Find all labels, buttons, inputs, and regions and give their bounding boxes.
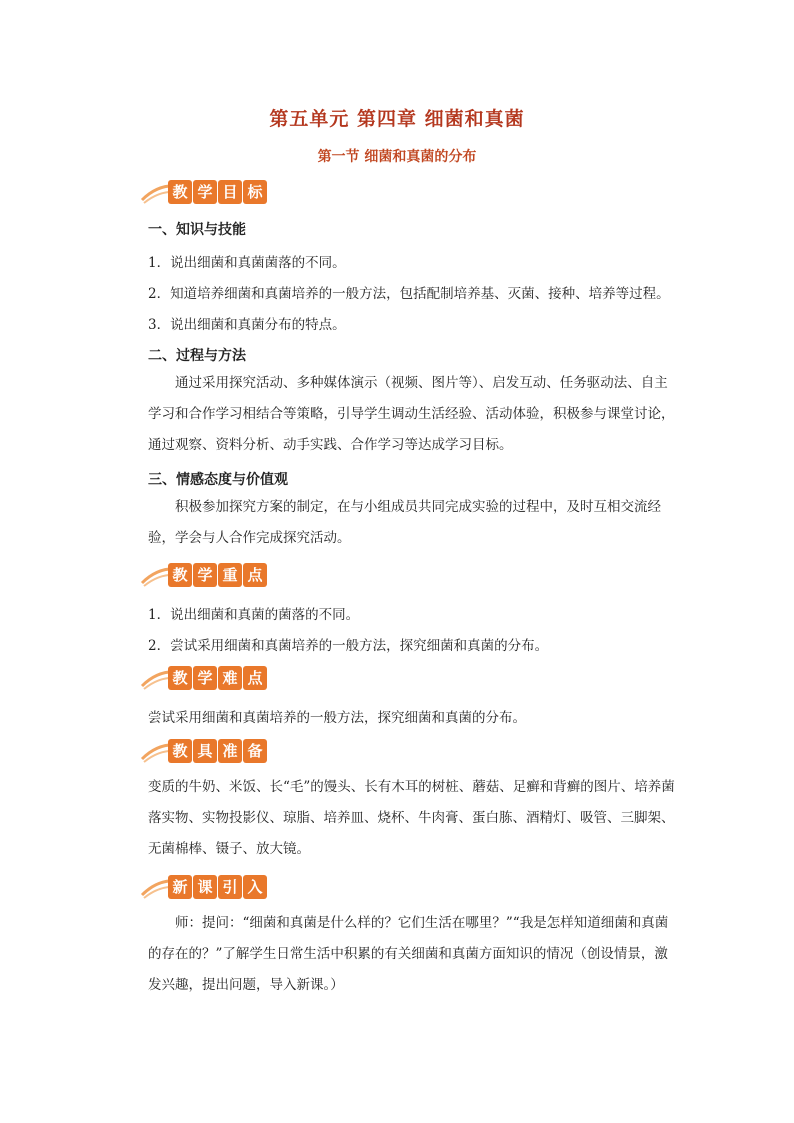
badge-char: 引 [218,875,242,899]
badge-char: 具 [193,739,217,763]
badge-char: 教 [168,180,192,204]
badge-char: 目 [218,180,242,204]
badge-char: 点 [243,666,267,690]
process-paragraph: 通过采用探究活动、多种媒体演示（视频、图片等）、启发互动、任务驱动法、自主学习和合作学习相结合等策略，引导学生调动生活经验、活动体验，积极参与课堂讨论，通过观察、资料分析、动手实践、合作学习等达成学习目标。 [148,375,675,453]
badge-key-points [140,561,280,589]
badge-teaching-objectives [140,178,280,206]
badge-char: 教 [168,563,192,587]
materials-paragraph: 变质的牛奶、米饭、长“毛”的馒头、长有木耳的树桩、蘑菇、足癣和背癣的图片、培养菌落实物、实物投影仪、琼脂、培养皿、烧杯、牛肉膏、蛋白胨、酒精灯、吸管、三脚架、无菌棉棒、镊子、放大镜。 [148,779,675,857]
badge-char: 学 [193,563,217,587]
badge-char: 教 [168,739,192,763]
knowledge-item-1: 1．说出细菌和真菌菌落的不同。 [148,255,346,271]
objectives-heading-knowledge: 一、知识与技能 [148,222,246,238]
badge-intro [140,873,280,901]
badge-materials [140,737,280,765]
badge-char: 教 [168,666,192,690]
badge-char: 重 [218,563,242,587]
badge-char: 学 [193,666,217,690]
badge-char: 难 [218,666,242,690]
badge-char: 入 [243,875,267,899]
page-title: 第五单元 第四章 细菌和真菌 [269,108,525,130]
key-point-2: 2．尝试采用细菌和真菌培养的一般方法，探究细菌和真菌的分布。 [148,638,549,654]
badge-char: 准 [218,739,242,763]
attitude-paragraph: 积极参加探究方案的制定，在与小组成员共同完成实验的过程中，及时互相交流经验，学会与人合作完成探究活动。 [148,499,661,546]
objectives-heading-attitude: 三、情感态度与价值观 [148,472,288,488]
badge-difficulties [140,664,280,692]
difficulty-text: 尝试采用细菌和真菌培养的一般方法，探究细菌和真菌的分布。 [148,710,526,726]
badge-char: 标 [243,180,267,204]
badge-char: 学 [193,180,217,204]
knowledge-item-3: 3．说出细菌和真菌分布的特点。 [148,317,346,333]
knowledge-item-2: 2．知道培养细菌和真菌培养的一般方法，包括配制培养基、灭菌、接种、培养等过程。 [148,286,670,302]
badge-char: 课 [193,875,217,899]
objectives-heading-process: 二、过程与方法 [148,348,246,364]
badge-char: 备 [243,739,267,763]
section-subtitle: 第一节 细菌和真菌的分布 [317,149,477,165]
key-point-1: 1．说出细菌和真菌的菌落的不同。 [148,607,360,623]
badge-char: 点 [243,563,267,587]
intro-paragraph: 师：提问：“细菌和真菌是什么样的？它们生活在哪里？”“我是怎样知道细菌和真菌的存在的？”了解学生日常生活中积累的有关细菌和真菌方面知识的情况（创设情景，激发兴趣，提出问题，导入新课。） [148,915,669,993]
badge-char: 新 [168,875,192,899]
